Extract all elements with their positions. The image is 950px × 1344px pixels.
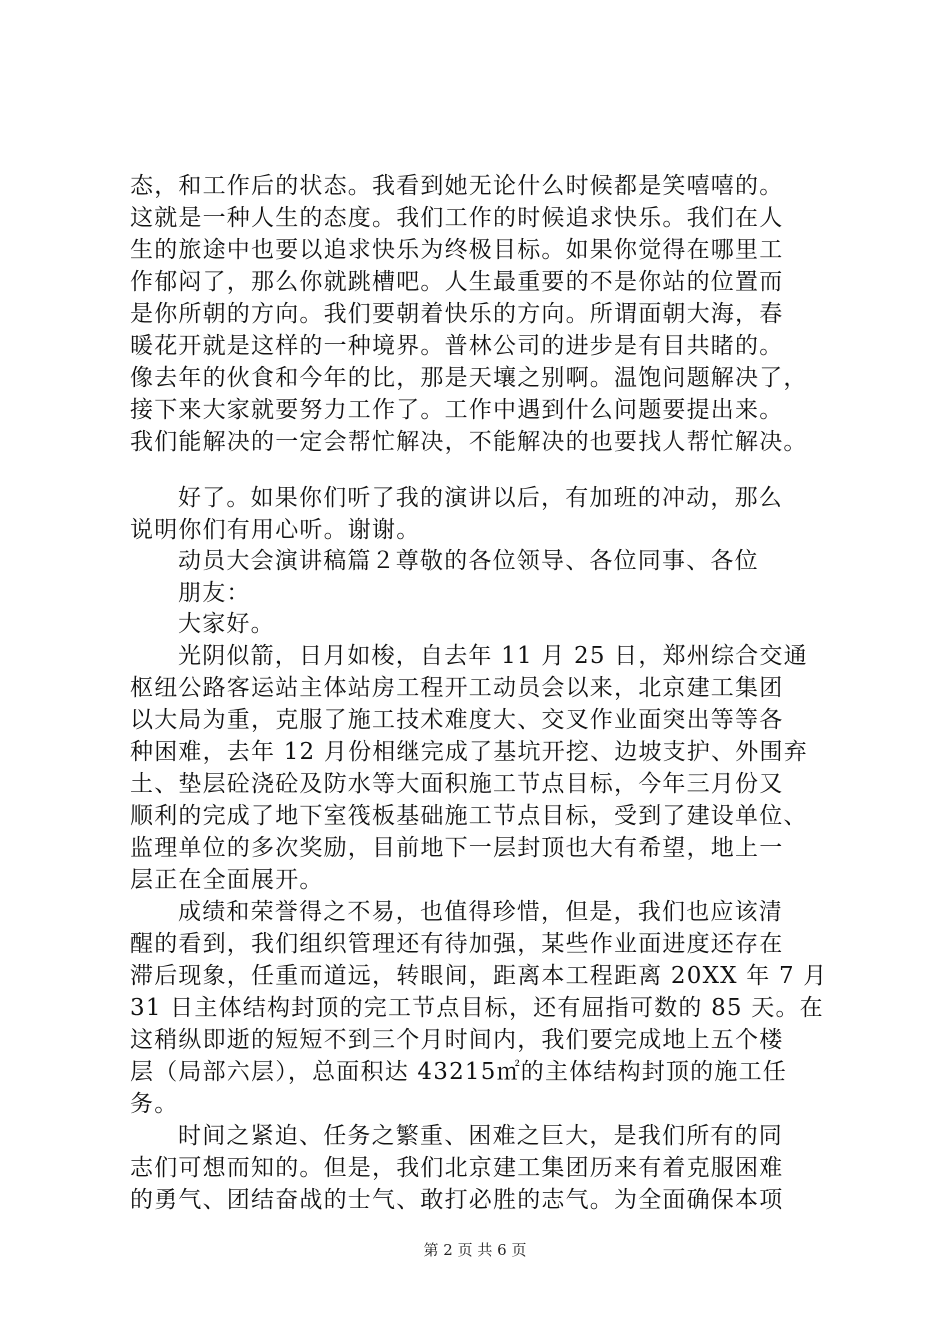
text-line: 醒的看到，我们组织管理还有待加强，某些作业面进度还存在 <box>130 931 784 957</box>
text-line: 层正在全面展开。 <box>130 867 324 893</box>
greeting <box>130 608 830 640</box>
text-line: 我们能解决的一定会帮忙解决，不能解决的也要找人帮忙解决。 <box>130 429 808 455</box>
text-line: 顺利的完成了地下室筏板基础施工节点目标，受到了建设单位、 <box>130 803 808 829</box>
text-line: 种困难，去年 12 月份相继完成了基坑开挖、边坡支护、外围弃 <box>130 739 808 765</box>
text-line: 滞后现象，任重而道远，转眼间，距离本工程距离 20XX 年 7 月 <box>130 963 828 989</box>
text-line: 31 日主体结构封顶的完工节点目标，还有屈指可数的 85 天。在 <box>130 995 824 1021</box>
text-line: 说明你们有用心听。谢谢。 <box>130 517 421 543</box>
text-line: 接下来大家就要努力工作了。工作中遇到什么问题要提出来。 <box>130 397 784 423</box>
text-line: 的勇气、团结奋战的士气、敢打必胜的志气。为全面确保本项 <box>130 1187 784 1213</box>
paragraph-closing <box>130 482 830 546</box>
text-line: 作郁闷了，那么你就跳槽吧。人生最重要的不是你站的位置而 <box>130 269 784 295</box>
text-line: 务。 <box>130 1091 179 1117</box>
paragraph-determination <box>130 1120 830 1216</box>
paragraph-progress <box>130 640 830 896</box>
text-line: 层（局部六层），总面积达 43215㎡的主体结构封顶的施工任 <box>130 1059 787 1085</box>
text-line: 监理单位的多次奖励，目前地下一层封顶也大有希望，地上一 <box>130 835 784 861</box>
text-line: 好了。如果你们听了我的演讲以后，有加班的冲动，那么 <box>178 485 783 511</box>
text-line: 时间之紧迫、任务之繁重、困难之巨大，是我们所有的同 <box>178 1123 783 1149</box>
speech-heading <box>130 545 830 609</box>
text-line: 朋友： <box>178 580 251 606</box>
text-line: 大家好。 <box>178 611 275 637</box>
text-line: 是你所朝的方向。我们要朝着快乐的方向。所谓面朝大海，春 <box>130 301 784 327</box>
text-line: 成绩和荣誉得之不易，也值得珍惜，但是，我们也应该清 <box>178 899 783 925</box>
text-line: 态，和工作后的状态。我看到她无论什么时候都是笑嘻嘻的。 <box>130 173 784 199</box>
text-line: 以大局为重，克服了施工技术难度大、交叉作业面突出等等各 <box>130 707 784 733</box>
text-line: 像去年的伙食和今年的比，那是天壤之别啊。温饱问题解决了， <box>130 365 808 391</box>
page-number-footer: 第 2 页 共 6 页 <box>423 1241 527 1259</box>
text-line: 生的旅途中也要以追求快乐为终极目标。如果你觉得在哪里工 <box>130 237 784 263</box>
text-line: 暖花开就是这样的一种境界。普林公司的进步是有目共睹的。 <box>130 333 784 359</box>
paragraph-happiness <box>130 170 830 458</box>
text-line: 枢纽公路客运站主体站房工程开工动员会以来，北京建工集团 <box>130 675 784 701</box>
text-line: 土、垫层砼浇砼及防水等大面积施工节点目标，今年三月份又 <box>130 771 784 797</box>
text-line: 志们可想而知的。但是，我们北京建工集团历来有着克服困难 <box>130 1155 784 1181</box>
text-line: 动员大会演讲稿篇２尊敬的各位领导、各位同事、各位 <box>178 548 759 574</box>
paragraph-challenges <box>130 896 830 1120</box>
text-line: 光阴似箭，日月如梭，自去年 11 月 25 日，郑州综合交通 <box>178 643 808 669</box>
text-line: 这就是一种人生的态度。我们工作的时候追求快乐。我们在人 <box>130 205 784 231</box>
text-line: 这稍纵即逝的短短不到三个月时间内，我们要完成地上五个楼 <box>130 1027 784 1053</box>
